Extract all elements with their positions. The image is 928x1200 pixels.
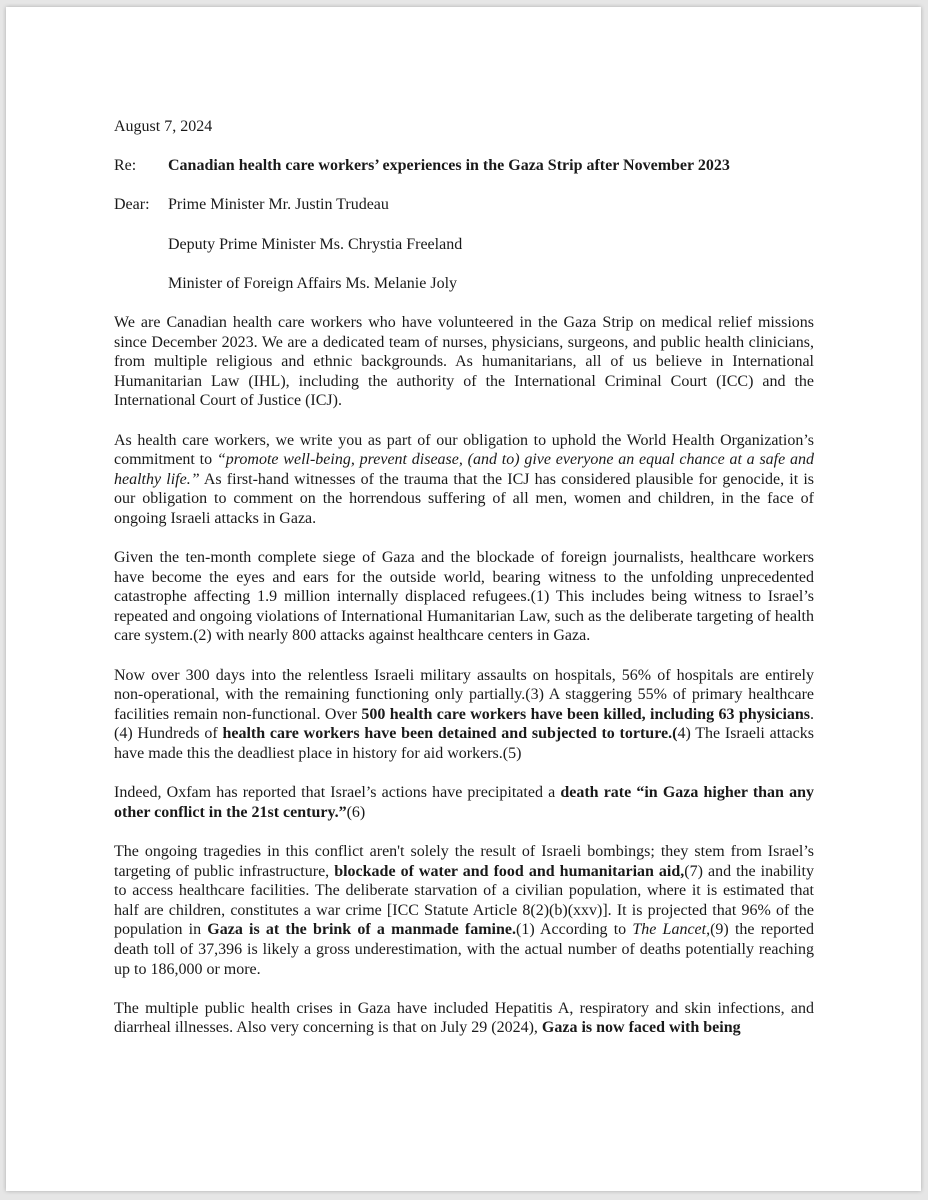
paragraph-text: (7) and the inability to access healthcare facilities. The deliberate starvation of a civilian population, where it is estimated that half are children, constitutes a war crime [ICC Statute Article 8(2)(b)(xxv)]. It is projected that 96% of the population in <box>114 862 815 939</box>
paragraph-text: The ongoing tragedies in this conflict aren't solely the result of Israeli bombings; they stem from Israel’s targeting of public infrastructure, <box>114 842 814 880</box>
bold-text: blockade of water and food and humanitarian aid, <box>334 862 685 880</box>
paragraph-text: (6) <box>346 803 366 821</box>
paragraph-text: As health care workers, we write you as part of our obligation to uphold the World Health Organization’s commitment to <box>114 431 814 469</box>
paragraph-text: Now over 300 days into the relentless Israeli military assaults on hospitals, 56% of hospitals are entirely non-operational, with the remaining functioning only partially.(3) A staggering 55% of primary healthcare facilities remain non-functional. Over <box>114 666 814 723</box>
document-page <box>6 7 921 1191</box>
letter-paragraphs <box>114 313 814 1038</box>
body-paragraph <box>114 313 814 411</box>
paragraph-text: We are Canadian health care workers who have volunteered in the Gaza Strip on medical relief missions since December 2023. We are a dedicated team of nurses, physicians, surgeons, and public health clinicians, from multiple religious and ethnic backgrounds. As humanitarians, all of us believe in International Humanitarian Law (IHL), including the authority of the International Criminal Court (ICC) and the International Court of Justice (ICJ). <box>114 313 814 410</box>
bold-text: health care workers have been detained and subjected to torture.( <box>222 725 678 743</box>
paragraph-text: The multiple public health crises in Gaza have included Hepatitis A, respiratory and skin infections, and diarrheal illnesses. Also very concerning is that on July 29 (2024), <box>114 999 814 1037</box>
paragraph-text: .(4) Hundreds of <box>114 705 815 743</box>
body-paragraph <box>114 548 814 646</box>
recipient: Prime Minister Mr. Justin Trudeau <box>168 196 389 214</box>
re-label: Re: <box>114 157 137 175</box>
body-paragraph <box>114 999 814 1038</box>
body-paragraph <box>114 842 814 979</box>
bold-text: death rate “in Gaza higher than any other conflict in the 21st century.” <box>114 784 814 821</box>
italic-text: The Lancet <box>632 921 707 939</box>
body-paragraph <box>114 783 814 822</box>
italic-text: “promote well-being, prevent disease, (and to) give everyone an equal chance at a safe and healthy life.” <box>114 451 814 488</box>
letter-date: August 7, 2024 <box>114 118 213 135</box>
bold-text: Gaza is now faced with being <box>541 1019 741 1037</box>
salutation-line <box>114 195 814 215</box>
subject-title: Canadian health care workers’ experiences in the Gaza Strip after November 2023 <box>168 157 730 175</box>
body-paragraph <box>114 666 814 764</box>
bold-text: 500 health care workers have been killed, including 63 physicians <box>361 705 811 723</box>
dear-label: Dear: <box>114 196 150 214</box>
subject-line <box>114 156 814 176</box>
paragraph-text: ,(9) the reported death toll of 37,396 is likely a gross underestimation, with the actual number of deaths potentially reaching up to 186,000 or more. <box>114 921 814 978</box>
letter-body <box>114 117 814 1058</box>
recipient: Minister of Foreign Affairs Ms. Melanie Joly <box>168 274 458 292</box>
paragraph-text: Indeed, Oxfam has reported that Israel’s actions have precipitated a <box>114 784 561 802</box>
body-paragraph <box>114 431 814 529</box>
paragraph-text: As first-hand witnesses of the trauma that the ICJ has considered plausible for genocide, it is our obligation to comment on the horrendous suffering of all men, women and children, in the face of ongoing Israeli attacks in Gaza. <box>114 470 814 527</box>
paragraph-text: (1) According to <box>515 921 633 939</box>
paragraph-text: 4) The Israeli attacks have made this the deadliest place in history for aid workers.(5) <box>114 725 815 762</box>
paragraph-text: Given the ten-month complete siege of Gaza and the blockade of foreign journalists, healthcare workers have become the eyes and ears for the outside world, bearing witness to the unfolding unprecedented catastrophe affecting 1.9 million internally displaced refugees.(1) This includes being witness to Israel’s repeated and ongoing violations of International Humanitarian Law, such as the deliberate targeting of health care system.(2) with nearly 800 attacks against healthcare centers in Gaza. <box>114 549 814 645</box>
recipient: Deputy Prime Minister Ms. Chrystia Freeland <box>168 235 463 253</box>
bold-text: Gaza is at the brink of a manmade famine. <box>207 921 516 939</box>
